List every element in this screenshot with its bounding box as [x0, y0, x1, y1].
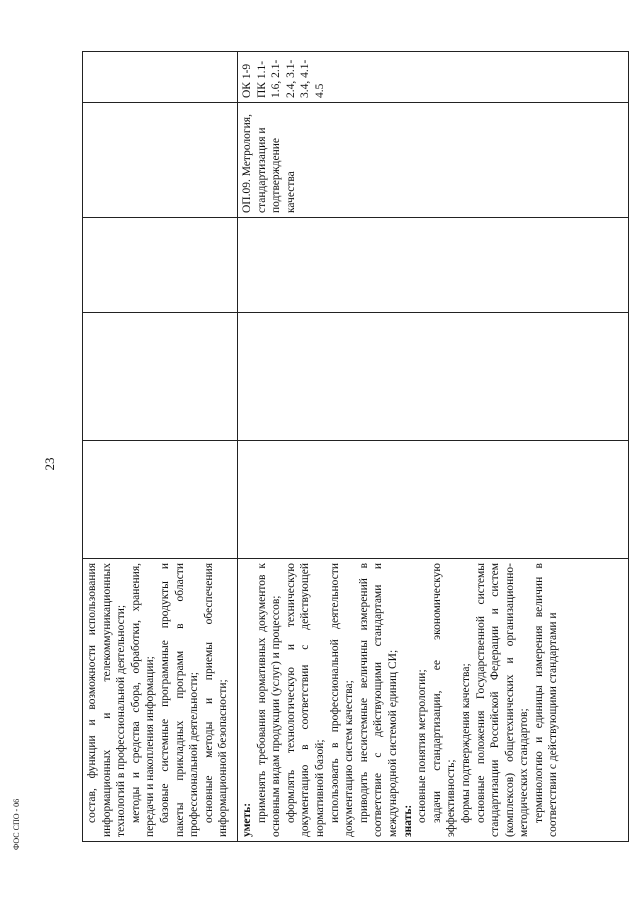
- list-item: применять требования нормативных документов к основным видам продукции (услуг) и процессов;: [255, 563, 283, 837]
- empty-cell: [83, 218, 238, 313]
- list-item: методы и средства сбора, обработки, хранения, передачи и накопления информации;: [129, 563, 157, 837]
- empty-cell: [83, 103, 238, 218]
- general-competency-code: ОК 1-9: [241, 63, 253, 98]
- professional-competency-codes: ПК 1.1-1.6, 2.1-2.4, 3.1-3.4, 4.1-4.5: [255, 59, 326, 98]
- list-item: задачи стандартизации, ее экономическую эффективность;: [430, 563, 458, 837]
- competency-codes-cell: [238, 52, 629, 103]
- empty-cell: [238, 218, 629, 313]
- empty-cell: [83, 441, 238, 559]
- footer-code: ФОС СПО - 06: [12, 798, 21, 850]
- list-item: формы подтверждения качества;: [459, 663, 472, 823]
- competency-table: [82, 51, 629, 842]
- empty-cell: [83, 52, 238, 103]
- empty-cell: [238, 313, 629, 441]
- list-item: использовать в профессиональной деятельности документацию систем качества;: [328, 563, 356, 837]
- table-row: [238, 52, 629, 842]
- skills-knowledge-cell: [238, 559, 629, 842]
- list-item: основные методы и приемы обеспечения информационной безопасности;: [202, 563, 230, 837]
- list-item: базовые системные программные продукты и пакеты прикладных программ в области профессиональной деятельности;: [158, 563, 201, 837]
- skills-knowledge-cell: [83, 559, 238, 842]
- list-item: основные понятия метрологии;: [416, 669, 429, 823]
- empty-cell: [238, 441, 629, 559]
- empty-cell: [83, 313, 238, 441]
- list-item: состав, функции и возможности использования информационных и телекоммуникационных технологий в профессиональной деятельности;: [86, 563, 128, 837]
- list-item: оформлять технологическую и техническую документацию в соответствии с действующей нормативной базой;: [284, 563, 326, 837]
- znat-label: знать:: [401, 804, 414, 837]
- page-number: 23: [42, 457, 57, 471]
- list-item: терминологию и единицы измерения величин в соответствии с действующими стандартами и: [532, 563, 560, 837]
- discipline-name-cell: ОП.09. Метрология, стандартизация и подтверждение качества: [238, 103, 629, 218]
- list-item: основные положения Государственной системы стандартизации Российской Федерации и систем (комплексов) общетехнических и организационно-методических стандартов;: [474, 563, 531, 837]
- umet-label: уметь:: [241, 802, 253, 837]
- rotated-table-wrapper: [82, 52, 622, 842]
- list-item: приводить несистемные величины измерений в соответствие с действующими стандартами и международной системой единиц СИ;: [357, 563, 399, 837]
- table-row: [83, 52, 238, 842]
